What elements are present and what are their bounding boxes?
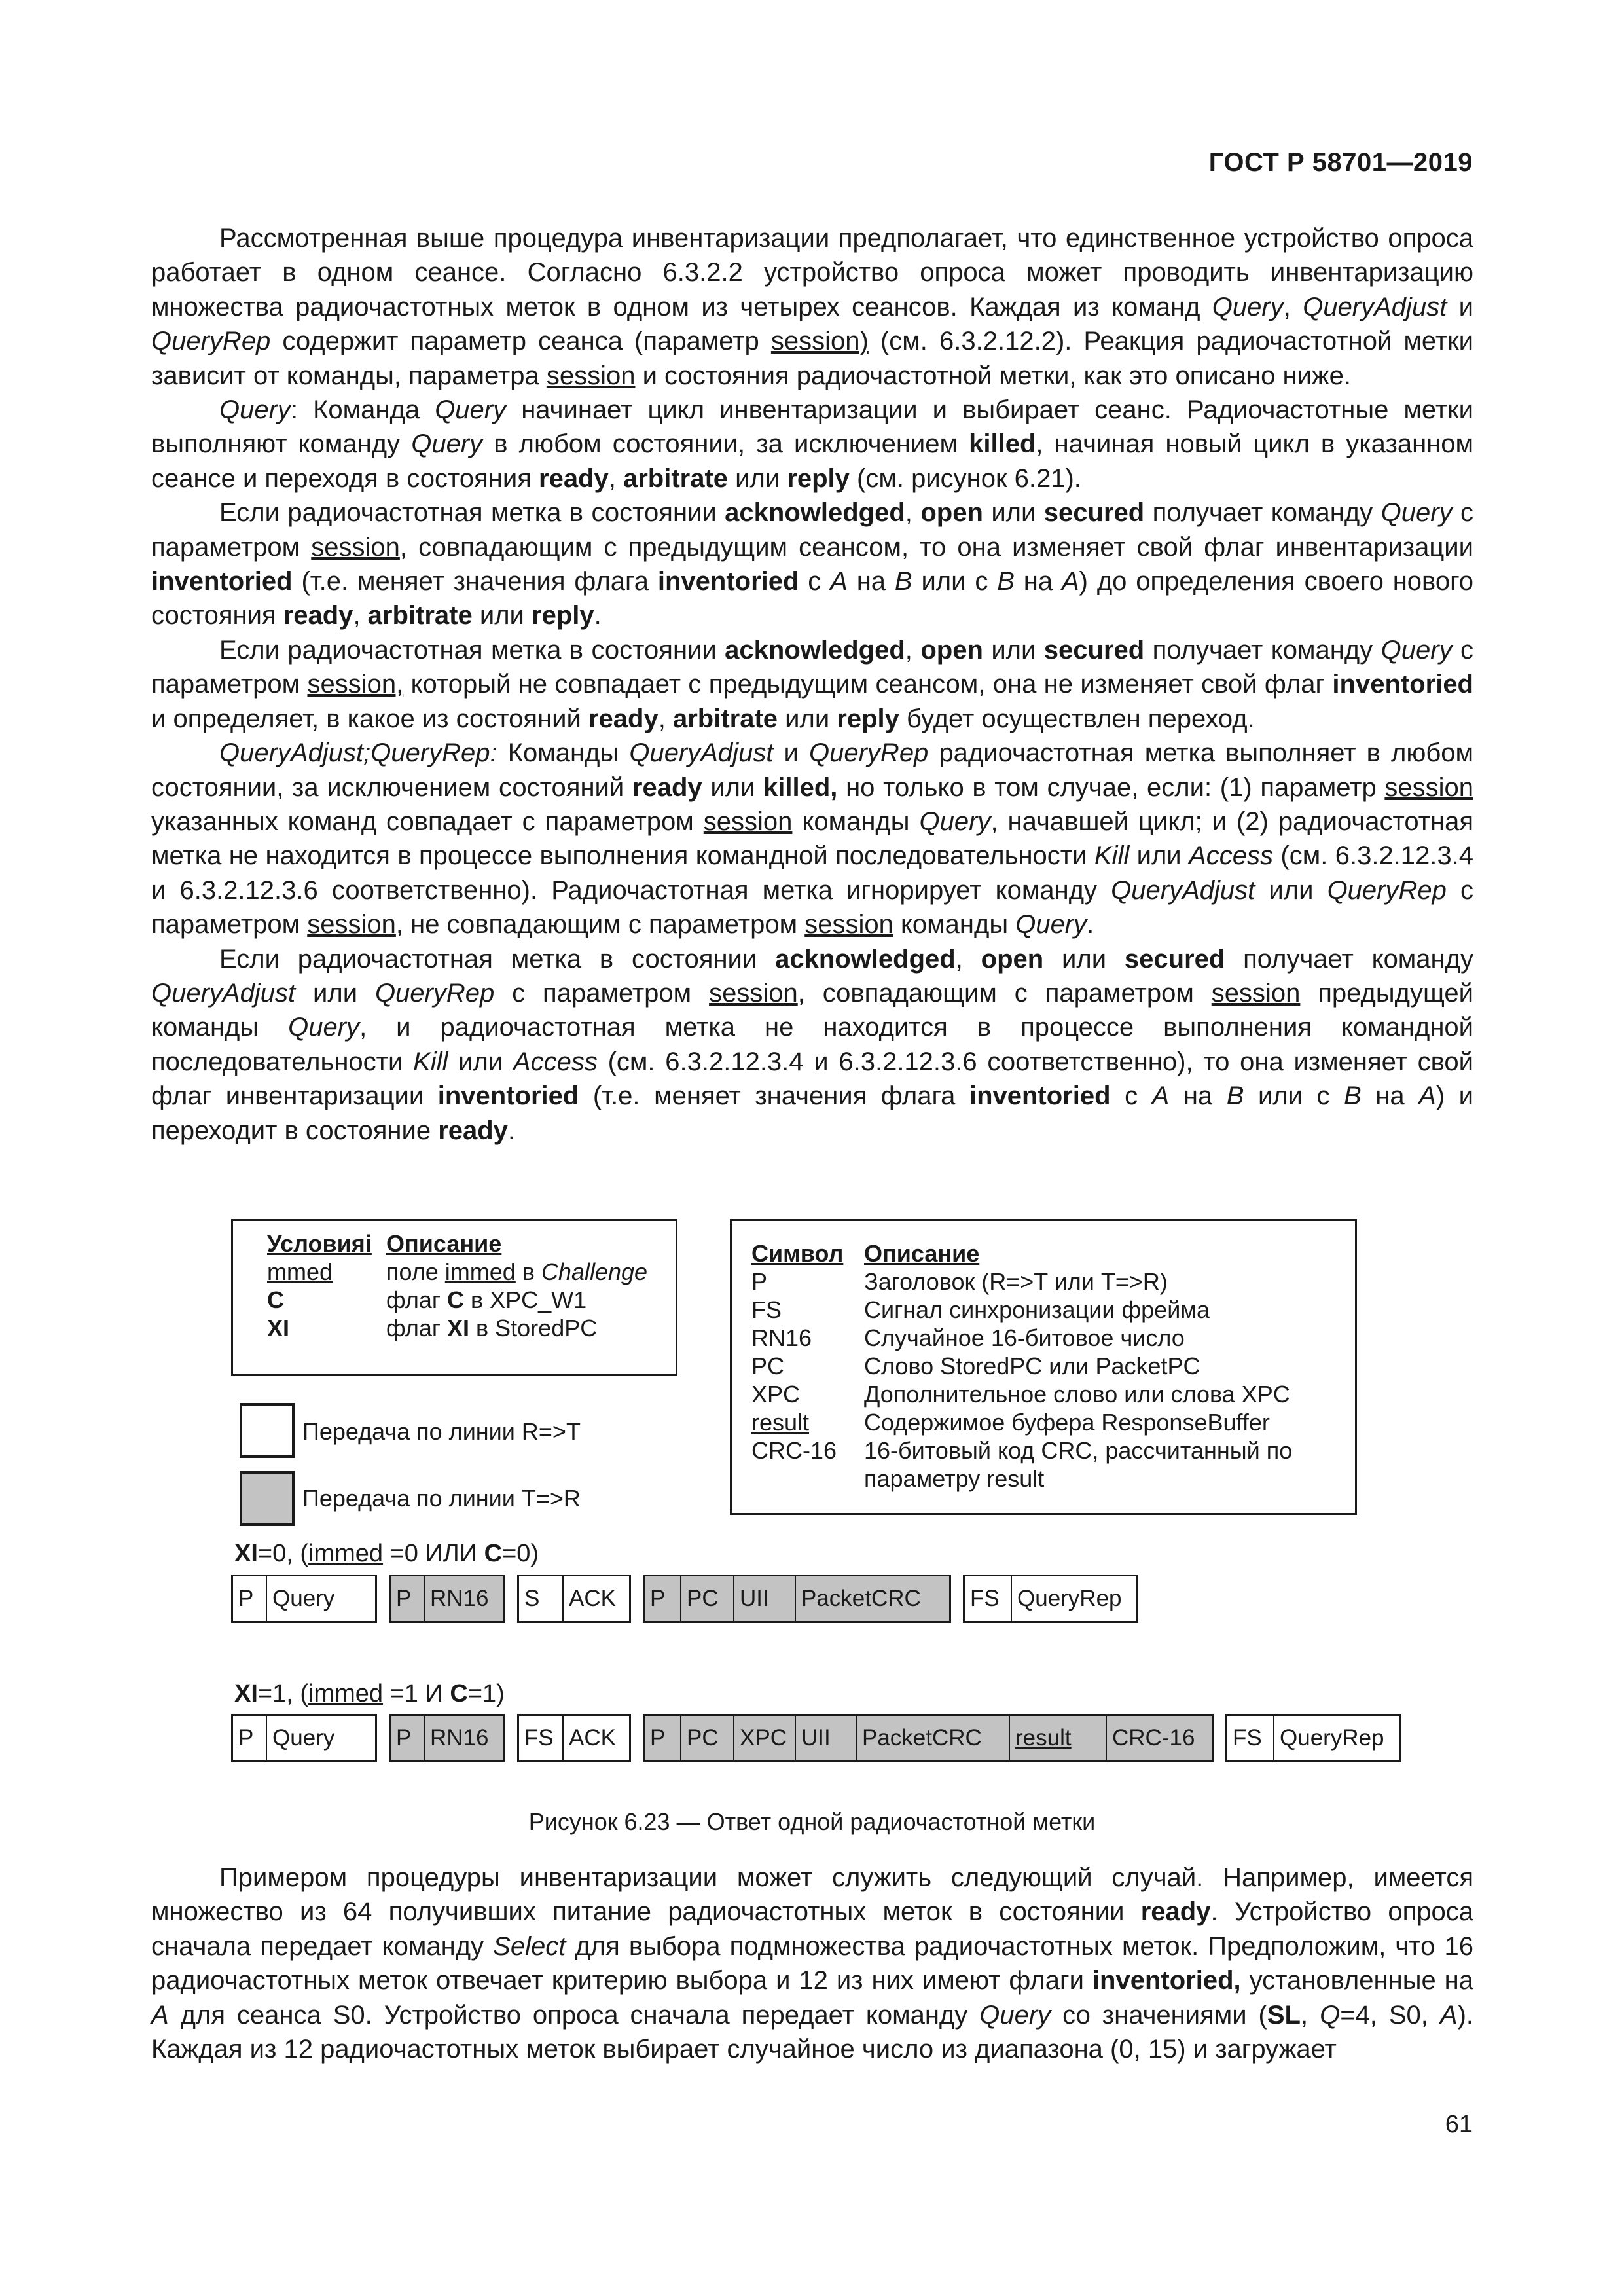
body-text-bottom: [151, 1861, 1473, 2066]
paragraph: Рассмотренная выше процедура инвентаризации предполагает, что единственное устройство опроса работает в одном сеансе. Согласно 6.3.2.2 устройство опроса может проводить инвентаризацию множества радиочастотных меток в одном из четырех сеансов. Каждая из команд Query, QueryAdjust и QueryRep содержит параметр сеанса (параметр session) (см. 6.3.2.12.2). Реакция радиочастотной метки зависит от команды, параметра session и состояния радиочастотной метки, как это описано ниже.: [151, 224, 1474, 390]
frame-field: PC: [681, 1576, 734, 1621]
condition-2-label: XI=1, (immed =1 И C=1): [234, 1680, 505, 1707]
page-number: 61: [1445, 2111, 1473, 2138]
conditions-row: mmed поле immed в Challenge: [267, 1258, 648, 1285]
conditions-col2-header: Описание: [386, 1230, 502, 1257]
symbols-row: XPC Дополнительное слово или слова XPC: [751, 1381, 1290, 1408]
frame-field: S: [519, 1576, 564, 1621]
tr-frame-group: [643, 1575, 951, 1623]
paragraph: Примером процедуры инвентаризации может служить следующий случай. Например, имеется множество из 64 получивших питание радиочастотных меток в состоянии ready. Устройство опроса сначала передает команду Select для выбора подмножества радиочастотных меток. Предположим, что 16 радиочастотных меток отвечает критерию выбора и 12 из них имеют флаги inventoried, установленные на A для сеанса S0. Устройство опроса сначала передает команду Query со значениями (SL, Q=4, S0, A). Каждая из 12 радиочастотных меток выбирает случайное число из диапазона (0, 15) и загружает: [151, 1863, 1473, 2064]
response-sequence-2: [231, 1714, 1413, 1762]
frame-field: ACK: [569, 1586, 616, 1611]
tr-frame-group: [389, 1714, 505, 1762]
frame-field: FS: [965, 1576, 1012, 1621]
frame-field: Query: [272, 1586, 335, 1611]
paragraph: Query: Команда Query начинает цикл инвентаризации и выбирает сеанс. Радиочастотные метки выполняют команду Query в любом состоянии, за исключением killed, начиная новый цикл в указанном сеансе и переходя в состояния ready, arbitrate или reply (см. рисунок 6.21).: [151, 395, 1473, 493]
tr-frame-group: [643, 1714, 1214, 1762]
frame-field: P: [233, 1576, 267, 1621]
legend-rt-swatch: [240, 1403, 295, 1458]
frame-field: UII: [734, 1576, 796, 1621]
paragraph: Если радиочастотная метка в состоянии acknowledged, open или secured получает команду Query с параметром session, который не совпадает с предыдущим сеансом, она не изменяет свой флаг inventoried и определяет, в какое из состояний ready, arbitrate или reply будет осуществлен переход.: [151, 635, 1473, 733]
frame-field: P: [391, 1716, 425, 1760]
rt-frame-group: [517, 1575, 631, 1623]
frame-field: P: [233, 1716, 267, 1760]
frame-field: CRC-16: [1112, 1725, 1195, 1751]
frame-field: Query: [272, 1725, 335, 1751]
condition-1-label: XI=0, (immed =0 ИЛИ C=0): [234, 1540, 539, 1567]
paragraph: Если радиочастотная метка в состоянии acknowledged, open или secured получает команду QueryAdjust или QueryRep с параметром session, совпадающим с параметром session предыдущей команды Query, и радиочастотная метка не находится в процессе выполнения командной последовательности Kill или Access (см. 6.3.2.12.3.4 и 6.3.2.12.3.6 соответственно), то она изменяет свой флаг инвентаризации inventoried (т.е. меняет значения флага inventoried с A на B или с B на A) и переходит в состояние ready.: [151, 944, 1474, 1145]
response-sequence-1: [231, 1575, 1150, 1623]
symbols-row: result Содержимое буфера ResponseBuffer: [751, 1409, 1270, 1436]
symbols-table: [751, 1239, 1347, 1493]
frame-field: RN16: [430, 1586, 489, 1611]
symbols-row: P Заголовок (R=>T или T=>R): [751, 1268, 1168, 1295]
frame-field: P: [645, 1576, 681, 1621]
frame-field: PacketCRC: [801, 1586, 921, 1611]
frame-field: P: [391, 1576, 425, 1621]
symbols-col1-header: Символ: [751, 1240, 844, 1267]
symbols-col2-header: Описание: [864, 1240, 980, 1267]
frame-field: FS: [1227, 1716, 1274, 1760]
rt-frame-group: [517, 1714, 631, 1762]
conditions-row: C флаг C в XPC_W1: [267, 1286, 587, 1313]
frame-field: QueryRep: [1017, 1586, 1122, 1611]
frame-field: PacketCRC: [857, 1716, 1010, 1760]
frame-field: RN16: [430, 1725, 489, 1751]
figure-caption: Рисунок 6.23 — Ответ одной радиочастотной метки: [528, 1808, 1096, 1835]
body-text-top: [151, 221, 1473, 1148]
frame-field: P: [645, 1716, 681, 1760]
frame-field: QueryRep: [1280, 1725, 1384, 1751]
symbols-row: FS Сигнал синхронизации фрейма: [751, 1296, 1210, 1323]
rt-frame-group: [1225, 1714, 1401, 1762]
frame-field: FS: [519, 1716, 564, 1760]
legend-tr-label: Передача по линии T=>R: [302, 1485, 581, 1512]
rt-frame-group: [231, 1714, 377, 1762]
frame-field: ACK: [569, 1725, 616, 1751]
tr-frame-group: [389, 1575, 505, 1623]
legend-tr-swatch: [240, 1471, 295, 1526]
frame-field: XPC: [734, 1716, 796, 1760]
symbols-row: PC Слово StoredPC или PacketPC: [751, 1353, 1200, 1379]
rt-frame-group: [963, 1575, 1138, 1623]
frame-field: PC: [681, 1716, 734, 1760]
legend-rt-label: Передача по линии R=>T: [302, 1418, 581, 1445]
frame-field: UII: [796, 1716, 857, 1760]
symbols-row: CRC-16 16-битовый код CRC, рассчитанный по параметру result: [751, 1437, 1293, 1492]
paragraph: QueryAdjust;QueryRep: Команды QueryAdjust и QueryRep радиочастотная метка выполняет в любом состоянии, за исключением состояний ready или killed, но только в том случае, если: (1) параметр session указанных команд совпадает с параметром session команды Query, начавшей цикл; и (2) радиочастотная метка не находится в процессе выполнения командной последовательности Kill или Access (см. 6.3.2.12.3.4 и 6.3.2.12.3.6 соответственно). Радиочастотная метка игнорирует команду QueryAdjust или QueryRep с параметром session, не совпадающим с параметром session команды Query.: [151, 738, 1473, 939]
conditions-table: [267, 1230, 666, 1342]
symbols-row: RN16 Случайное 16-битовое число: [751, 1324, 1185, 1351]
document-header: ГОСТ Р 58701—2019: [1208, 148, 1473, 177]
frame-field: result: [1010, 1716, 1107, 1760]
conditions-col1-header: Условияi: [267, 1230, 372, 1257]
paragraph: Если радиочастотная метка в состоянии acknowledged, open или secured получает команду Query с параметром session, совпадающим с предыдущим сеансом, то она изменяет свой флаг инвентаризации inventoried (т.е. меняет значения флага inventoried с A на B или с B на A) до определения своего нового состояния ready, arbitrate или reply.: [151, 498, 1474, 630]
rt-frame-group: [231, 1575, 377, 1623]
conditions-row: XI флаг XI в StoredPC: [267, 1315, 598, 1341]
